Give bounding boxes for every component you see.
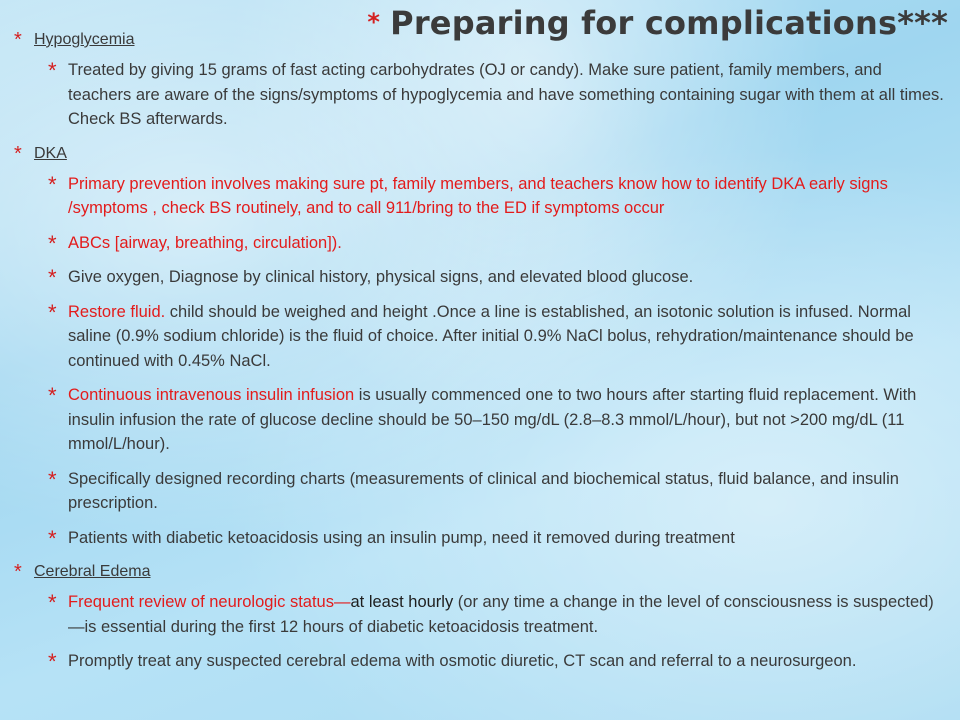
bullet-star-icon: * (48, 58, 57, 83)
bullet-star-icon: * (48, 466, 57, 492)
list-item-dka-charts (14, 467, 948, 516)
edema-neuro-hourly: at least hourly (350, 593, 454, 611)
list-item-dka-abcs (14, 231, 948, 256)
bullet-star-icon: * (14, 29, 22, 51)
bullet-star-icon: * (48, 230, 57, 256)
list-item-dka-pump (14, 526, 948, 551)
list-item-edema-neuro-review (14, 590, 948, 639)
bullet-star-icon: * (48, 171, 57, 197)
bullet-star-icon: * (14, 142, 22, 165)
dka-insulin-lead: Continuous intravenous insulin infusion (68, 386, 355, 404)
slide-content (14, 28, 948, 684)
section-heading-hypoglycemia: Hypoglycemia (34, 31, 135, 48)
edema-treatment-text: Promptly treat any suspected cerebral edema with osmotic diuretic, CT scan and referral to a neurosurgeon. (68, 652, 857, 670)
section-heading-cerebral-edema: Cerebral Edema (34, 563, 151, 580)
hypo-treatment-text: Treated by giving 15 grams of fast acting carbohydrates (OJ or candy). Make sure patient, family members, and teachers are aware of the signs/symptoms of hypoglycemia and have something containing sugar with them at all times. Check BS afterwards. (68, 61, 944, 128)
bullet-star-icon: * (48, 525, 57, 551)
dka-fluid-text: child should be weighed and height .Once a line is established, an isotonic solution is infused. Normal saline (0.9% sodium chloride) is the fluid of choice. After initial 0.9% NaCl bolus, rehydration/maintenance should be continued with 0.45% NaCl. (68, 302, 914, 370)
bullet-star-icon: * (48, 649, 57, 674)
section-hypoglycemia (14, 28, 948, 52)
dka-pump-text: Patients with diabetic ketoacidosis using an insulin pump, need it removed during treatment (68, 528, 735, 547)
list-item-dka-fluid (14, 300, 948, 374)
list-item-dka-insulin (14, 383, 948, 457)
section-cerebral-edema (14, 560, 948, 584)
bullet-star-icon: * (48, 299, 57, 325)
title-text: Preparing for complications*** (390, 4, 948, 42)
list-item-dka-oxygen (14, 265, 948, 290)
bullet-star-icon: * (14, 561, 22, 583)
edema-neuro-lead: Frequent review of neurologic status— (68, 593, 351, 611)
list-item-hypo-treatment (14, 58, 948, 132)
dka-abcs-text: ABCs [airway, breathing, circulation]). (68, 233, 342, 252)
bullet-star-icon: * (48, 265, 57, 290)
dka-insulin-text: is usually commenced one to two hours after starting fluid replacement. With insulin infusion the rate of glucose decline should be 50–150 mg/dL (2.8–8.3 mmol/L/hour), but not >200 mg/dL (11 mmol/L/hour). (68, 386, 917, 453)
dka-charts-text: Specifically designed recording charts (measurements of clinical and biochemical status, fluid balance, and insulin prescription. (68, 469, 899, 512)
dka-fluid-lead: Restore fluid. (68, 302, 166, 321)
list-item-dka-prevention (14, 172, 948, 221)
section-heading-dka: DKA (34, 144, 67, 162)
edema-neuro-text: (or any time a change in the level of consciousness is suspected)—is essential during the first 12 hours of diabetic ketoacidosis treatment. (68, 593, 934, 636)
list-item-edema-treatment (14, 649, 948, 674)
title-star-icon: * (367, 8, 381, 36)
dka-prevention-text: Primary prevention involves making sure pt, family members, and teachers know how to identify DKA early signs /symptoms , check BS routinely, and to call 911/bring to the ED if symptoms occur (68, 174, 888, 217)
bullet-star-icon: * (48, 590, 57, 615)
section-dka (14, 142, 948, 166)
bullet-star-icon: * (48, 383, 57, 408)
dka-oxygen-text: Give oxygen, Diagnose by clinical history, physical signs, and elevated blood glucose. (68, 268, 694, 286)
